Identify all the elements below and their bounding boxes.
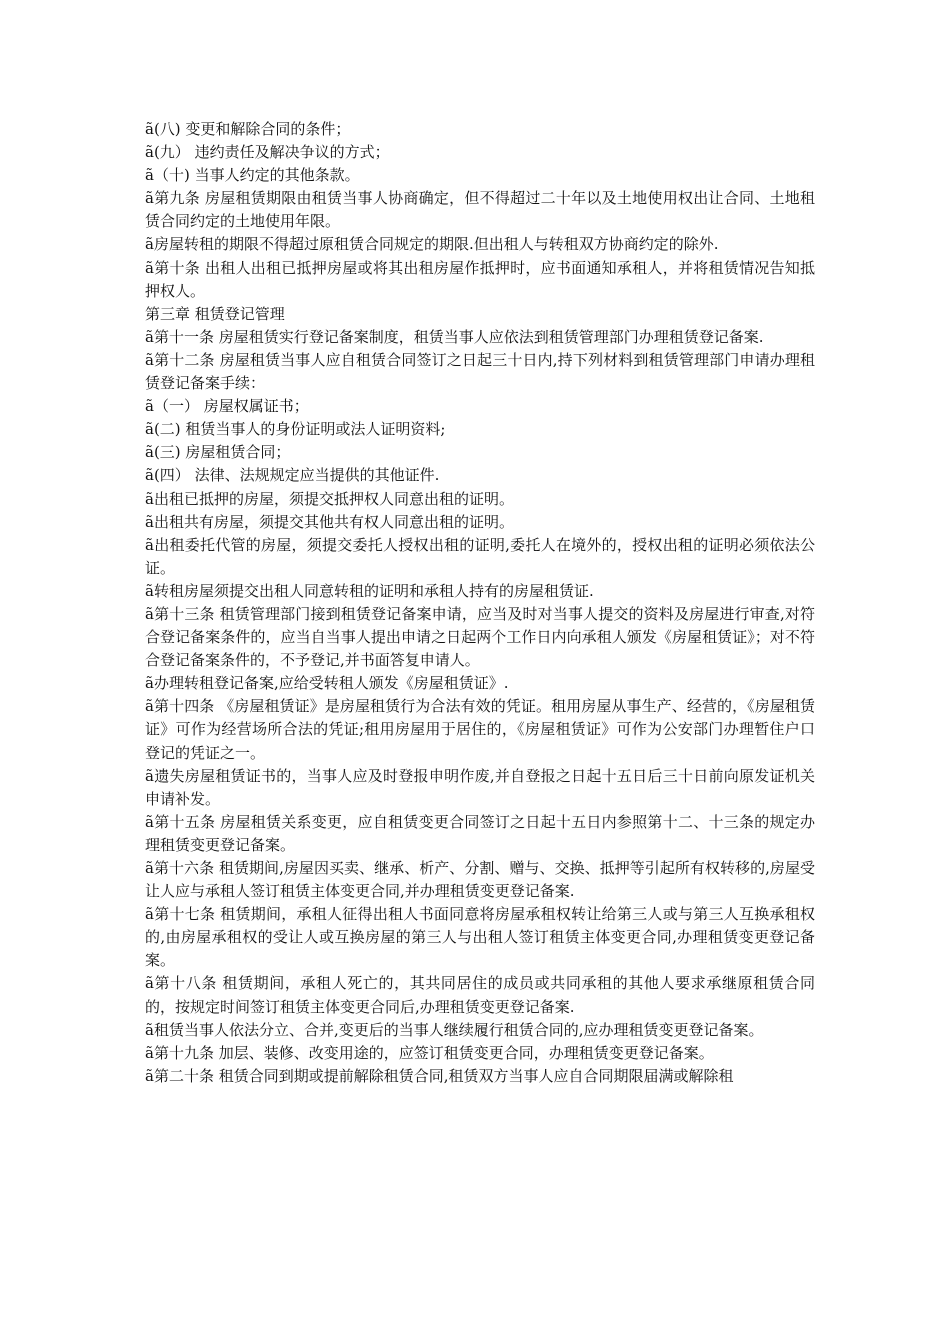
material-item-1: ã（一） 房屋权属证书； [145,397,309,416]
article-19: ã第十九条 加层、装修、改变用途的，应签订租赁变更合同，办理租赁变更登记备案。 [145,1043,714,1062]
paragraph-item-9: ã(九） 违约责任及解决争议的方式； [145,143,390,162]
material-item-2: ã(二) 租赁当事人的身份证明或法人证明资料; [145,420,446,439]
article-12: ã第十二条 房屋租赁当事人应自租赁合同签订之日起三十日内,持下列材料到租赁管理部门申请办理租赁登记备案手续： [145,350,815,393]
article-10: ã第十条 出租人出租已抵押房屋或将其出租房屋作抵押时，应书面通知承租人，并将租赁情况告知抵押权人。 [145,258,815,300]
lost-certificate-paragraph: ã遗失房屋租赁证书的，当事人应及时登报申明作废,并自登报之日起十五日后三十日前向原发证机关申请补发。 [145,766,815,808]
material-item-3: ã(三) 房屋租赁合同； [145,443,291,462]
merger-division-paragraph: ã租赁当事人依法分立、合并,变更后的当事人继续履行租赁合同的,应办理租赁变更登记备案。 [145,1020,764,1039]
paragraph-item-8: ã(八) 变更和解除合同的条件； [145,120,351,138]
material-item-4: ã(四） 法律、法规规定应当提供的其他证件. [145,466,440,485]
co-owned-house-paragraph: ã出租共有房屋，须提交其他共有权人同意出租的证明。 [145,512,514,531]
document-page [145,118,815,1088]
chapter-3-heading: 第三章 租赁登记管理 [145,304,285,323]
sublease-proof-paragraph: ã转租房屋须提交出租人同意转租的证明和承租人持有的房屋租赁证. [145,581,594,600]
article-16: ã第十六条 租赁期间,房屋因买卖、继承、析产、分割、赠与、交换、抵押等引起所有权转移的,房屋受让人应与承租人签订租赁主体变更合同,并办理租赁变更登记备案. [145,859,815,901]
entrusted-house-paragraph: ã出租委托代管的房屋，须提交委托人授权出租的证明,委托人在境外的，授权出租的证明必须依法公证。 [145,535,815,577]
article-11: ã第十一条 房屋租赁实行登记备案制度，租赁当事人应依法到租赁管理部门办理租赁登记备案. [145,327,764,346]
article-17: ã第十七条 租赁期间，承租人征得出租人书面同意将房屋承租权转让给第三人或与第三人互换承租权的,由房屋承租权的受让人或互换房屋的第三人与出租人签订租赁主体变更合同,办理租赁变更登记备案。 [145,905,815,970]
article-15: ã第十五条 房屋租赁关系变更，应自租赁变更合同签订之日起十五日内参照第十二、十三条的规定办理租赁变更登记备案。 [145,812,815,854]
article-18: ã第十八条 租赁期间，承租人死亡的，其共同居住的成员或共同承租的其他人要求承继原租赁合同的，按规定时间签订租赁主体变更合同后,办理租赁变更登记备案. [145,974,815,1016]
mortgaged-house-paragraph: ã出租已抵押的房屋，须提交抵押权人同意出租的证明。 [145,489,514,508]
article-20: ã第二十条 租赁合同到期或提前解除租赁合同,租赁双方当事人应自合同期限届满或解除租 [145,1066,734,1085]
article-14: ã第十四条 《房屋租赁证》是房屋租赁行为合法有效的凭证。租用房屋从事生产、经营的，《房屋租赁证》可作为经营场所合法的凭证;租用房屋用于居住的，《房屋租赁证》可作为公安部门办理暂住户口登记的凭证之一。 [145,697,815,762]
article-13: ã第十三条 租赁管理部门接到租赁登记备案申请，应当及时对当事人提交的资料及房屋进行审查,对符合登记备案条件的，应当自当事人提出申请之日起两个工作日内向承租人颁发《房屋租赁证》；对不符合登记备案条件的，不予登记,并书面答复申请人。 [145,604,815,670]
sublease-term-paragraph: ã房屋转租的期限不得超过原租赁合同规定的期限.但出租人与转租双方协商约定的除外. [145,235,719,254]
paragraph-item-10: ã（十) 当事人约定的其他条款。 [145,166,360,185]
article-9: ã第九条 房屋租赁期限由租赁当事人协商确定，但不得超过二十年以及土地使用权出让合同、土地租赁合同约定的土地使用年限。 [145,189,815,231]
sublease-registration-paragraph: ã办理转租登记备案,应给受转租人颁发《房屋租赁证》. [145,674,509,693]
